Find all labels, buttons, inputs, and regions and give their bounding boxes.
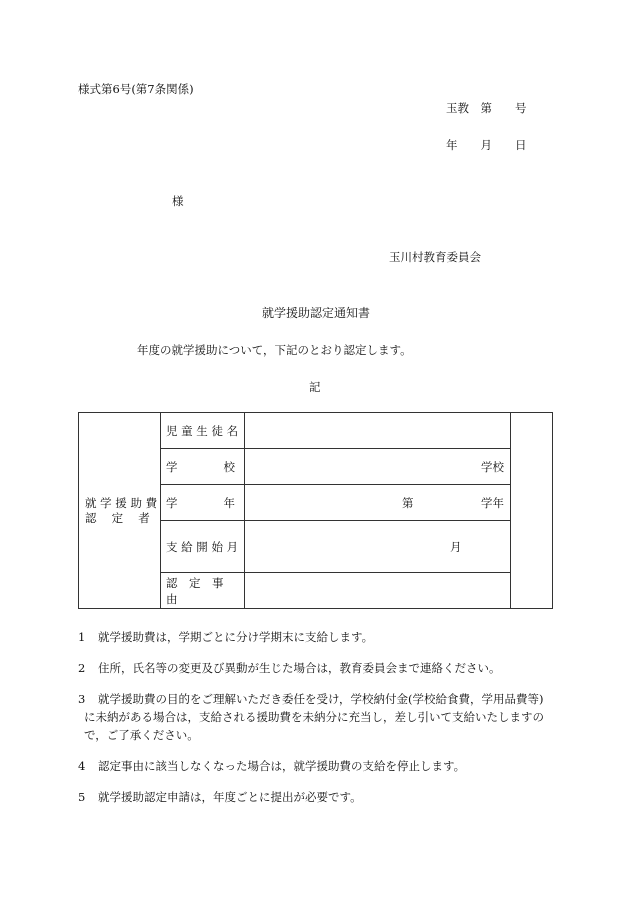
document-title: 就学援助認定通知書 <box>262 306 371 320</box>
list-item: 5 就学援助認定申請は，年度ごとに提出が必要です。 <box>78 790 362 804</box>
notes-list <box>78 628 558 819</box>
school-suffix: 学校 <box>481 459 504 474</box>
issue-date: 年 月 日 <box>446 138 527 152</box>
row-label-student-name: 児 童 生 徒 名 <box>161 413 245 449</box>
form-number: 様式第6号(第7条関係) <box>78 82 194 96</box>
list-item: 1 就学援助費は，学期ごとに分け学期末に支給します。 <box>78 630 374 644</box>
month-suffix: 月 <box>450 539 462 554</box>
list-item: 2 住所，氏名等の変更及び異動が生じた場合は，教育委員会まで連絡ください。 <box>78 661 501 675</box>
start-month-value <box>245 521 511 573</box>
row-label-school: 学 校 <box>161 449 245 485</box>
group-label-line1: 就 学 援 助 費 <box>85 495 158 510</box>
row-label-grade: 学 年 <box>161 485 245 521</box>
intro-text: 年度の就学援助について，下記のとおり認定します。 <box>137 343 412 357</box>
grade-prefix: 第 <box>402 495 414 510</box>
group-label-line2: 認 定 者 <box>85 510 150 525</box>
student-name-value <box>245 413 511 449</box>
school-value <box>245 449 511 485</box>
list-item: 4 認定事由に該当しなくなった場合は，就学援助費の支給を停止します。 <box>78 759 466 773</box>
grade-value <box>245 485 511 521</box>
grade-suffix: 学年 <box>481 495 504 510</box>
reason-value <box>245 573 511 609</box>
table-row <box>79 413 553 449</box>
row-label-start-month: 支 給 開 始 月 <box>161 521 245 573</box>
issuer-name: 玉川村教育委員会 <box>389 250 481 264</box>
list-item: 3 就学援助費の目的をご理解いただき委任を受け，学校納付金(学校給食費，学用品費等) に未納がある場合は，支給される援助費を未納分に充当し，差し引いて支給いたしますの で，ご了承ください。 <box>78 692 544 742</box>
row-label-reason: 認 定 事 由 <box>161 573 245 609</box>
recipient-honorific: 様 <box>172 194 184 208</box>
certification-table <box>78 412 553 609</box>
document-number: 玉教 第 号 <box>446 101 527 115</box>
ki-label: 記 <box>309 380 321 394</box>
group-label-cell <box>79 413 161 609</box>
table-right-column <box>511 413 553 609</box>
